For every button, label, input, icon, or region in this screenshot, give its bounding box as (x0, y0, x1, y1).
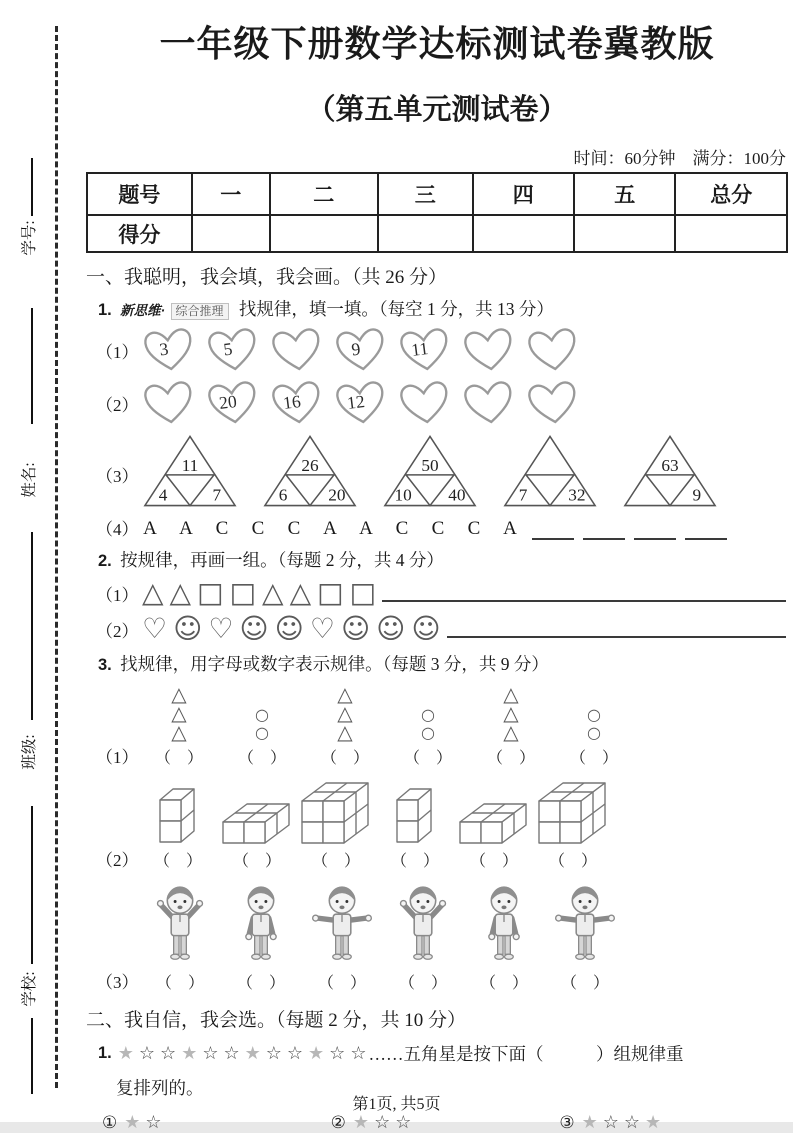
shape-stack (171, 684, 186, 742)
star-icon: ☆ (350, 1042, 367, 1064)
pattern-group (221, 797, 293, 871)
smiley-icon: ☺ (173, 612, 203, 645)
svg-text:10: 10 (394, 485, 412, 505)
star-sequence (582, 1113, 662, 1133)
heart-icon: ♡ (208, 612, 234, 645)
cube-blocks-icon (300, 776, 372, 845)
answer-bracket: （ ） (548, 853, 597, 870)
letter-sequence (142, 518, 518, 540)
heart-icon (203, 324, 262, 377)
answer-bracket: （ ） (398, 975, 447, 992)
star-icon: ★ (244, 1042, 261, 1064)
letter-item: C (215, 518, 229, 539)
answer-bracket: （ ） (486, 750, 535, 767)
pattern-groups (142, 684, 640, 768)
triangle-icon: △ (503, 701, 519, 725)
shape-stack (255, 684, 269, 742)
answer-bracket: （ ） (390, 853, 439, 870)
triangle-icon: △ (171, 682, 187, 706)
shape-sequence (142, 614, 441, 644)
score-table (86, 172, 788, 253)
heart-icon (395, 377, 454, 430)
answer-bracket: （ ） (560, 975, 609, 992)
part-label: （4） (96, 520, 139, 539)
question2-number: 2. (98, 552, 112, 570)
circle-icon: ○ (421, 723, 435, 742)
student-field-label: 姓名: (21, 462, 38, 498)
pattern-group (304, 879, 380, 993)
pattern-group (308, 684, 382, 768)
answer-bracket: （ ） (569, 750, 618, 767)
pattern-group (474, 684, 548, 768)
pattern-group (300, 776, 372, 871)
part-label: （3） (96, 973, 139, 992)
score-col-header: 四 (473, 173, 574, 215)
circle-icon: ○ (587, 723, 601, 742)
part-label: （3） (96, 467, 139, 486)
boy-figure-icon (550, 879, 620, 967)
student-field-label: 学号: (21, 220, 38, 256)
heart-icon (395, 324, 454, 377)
paper-title: 一年级下册数学达标测试卷冀教版 (159, 24, 715, 64)
boy-groups (142, 879, 628, 993)
answer-bracket: （ ） (153, 853, 202, 870)
svg-text:12: 12 (345, 391, 366, 414)
heart-icon (139, 377, 198, 430)
letter-answer-blanks (532, 518, 727, 540)
triangle-sum-icon (622, 433, 718, 509)
svg-text:9: 9 (692, 485, 702, 505)
heart-icon: ♡ (142, 612, 168, 645)
triangle-sum-icon (262, 433, 358, 509)
fold-dashed-line (55, 26, 58, 1088)
star-icon: ☆ (286, 1042, 304, 1064)
paper-content (86, 0, 788, 1133)
triangle-icon: △ (503, 720, 519, 744)
student-field-line (31, 308, 33, 424)
letter-item: C (431, 518, 445, 539)
star-icon: ☆ (395, 1112, 412, 1133)
pattern-group (142, 783, 214, 871)
triangle-icon: △ (337, 701, 353, 725)
option-marker: ② (330, 1113, 346, 1133)
svg-text:3: 3 (158, 338, 170, 360)
star-icon: ☆ (602, 1112, 619, 1133)
star-icon: ☆ (374, 1112, 391, 1133)
q3-part3-boys-row (96, 879, 788, 993)
option-marker: ③ (559, 1113, 575, 1133)
question1-number: 1. (98, 301, 112, 319)
svg-text:20: 20 (217, 391, 238, 414)
cube-groups (142, 776, 616, 871)
star-sequence (124, 1113, 161, 1133)
part-label: （2） (96, 851, 139, 870)
letter-item: A (359, 518, 373, 539)
student-field-label: 班级: (21, 734, 38, 770)
answer-bracket: （ ） (317, 975, 366, 992)
question3-line (98, 651, 788, 676)
score-col-header: 一 (192, 173, 270, 215)
question3-number: 3. (98, 656, 112, 674)
boy-figure-icon (388, 879, 458, 967)
choice-question1-text: ……五角星是按下面（ ）组规律重 (368, 1044, 684, 1064)
boy-figure-icon (145, 879, 215, 967)
smiley-icon: ☺ (376, 612, 406, 645)
letter-item: A (323, 518, 337, 539)
heart-icon (523, 324, 582, 377)
star-icon: ★ (352, 1112, 370, 1133)
heart-icon (331, 324, 390, 377)
pattern-group (385, 879, 461, 993)
triangle-icon: △ (169, 576, 192, 609)
student-field-label: 学校: (21, 971, 38, 1007)
q1-part2-hearts-row (96, 380, 788, 427)
boy-figure-icon (469, 879, 539, 967)
heart-icon (523, 377, 582, 430)
answer-blank-line (532, 518, 574, 540)
pattern-group (547, 879, 623, 993)
triangle-icon: △ (262, 576, 284, 609)
student-field-line (31, 532, 33, 720)
question2-line (98, 547, 788, 572)
triangle-icon: △ (289, 576, 312, 609)
star-sequence (118, 1044, 367, 1064)
part-label: （2） (96, 396, 139, 415)
question1-line (98, 296, 788, 321)
student-field-line (31, 806, 33, 964)
answer-blank-line (382, 596, 786, 602)
star-icon: ☆ (145, 1112, 162, 1133)
triangle-sum-icon (382, 433, 478, 509)
svg-text:9: 9 (350, 338, 362, 360)
svg-text:50: 50 (421, 456, 439, 475)
smiley-icon: ☺ (411, 612, 441, 645)
triangle-sum-icon (502, 433, 598, 509)
question3-text: 找规律，用字母或数字表示规律。（每题 3 分，共 9 分） (120, 654, 549, 674)
question1-text: 找规律，填一填。（每空 1 分，共 13 分） (238, 299, 554, 319)
shape-stack (587, 684, 601, 742)
heart-icon (331, 377, 390, 430)
answer-blank-line (685, 518, 727, 540)
heart-icon (459, 324, 518, 377)
star-icon: ★ (117, 1042, 134, 1064)
star-icon: ★ (124, 1112, 141, 1133)
score-col-header: 五 (574, 173, 675, 215)
pattern-group (466, 879, 542, 993)
part-label: （2） (96, 621, 139, 641)
star-icon: ☆ (265, 1042, 282, 1064)
choice-options-row (102, 1113, 788, 1133)
section2-heading: 二、我自信，我会选。（每题 2 分，共 10 分） (86, 1010, 467, 1031)
q3-part2-cubes-row (96, 776, 788, 871)
answer-blank-line (634, 518, 676, 540)
star-icon: ★ (645, 1112, 662, 1133)
triangle-icon: △ (503, 682, 519, 706)
circle-icon: ○ (587, 705, 601, 724)
heart-icon (203, 377, 262, 430)
score-cell-empty (473, 215, 574, 252)
score-col-header: 三 (378, 173, 473, 215)
triangle-icon: △ (171, 701, 187, 725)
answer-bracket: （ ） (320, 750, 369, 767)
heart-icon (459, 377, 518, 430)
score-cell-empty (675, 215, 787, 252)
choice-question1-text-line2: 复排列的。 (116, 1078, 204, 1098)
shape-stack (503, 684, 518, 742)
shape-stack (337, 684, 352, 742)
brand-badge-box: 综合推理 (171, 303, 229, 320)
svg-text:40: 40 (448, 485, 466, 505)
square-icon: □ (197, 576, 224, 609)
square-icon: □ (349, 576, 377, 609)
score-col-label: 题号 (87, 173, 192, 215)
heart-icon: ♡ (309, 612, 335, 645)
star-icon: ☆ (202, 1042, 219, 1064)
svg-text:4: 4 (158, 485, 168, 505)
part-label: （1） (96, 343, 139, 362)
answer-bracket: （ ） (236, 975, 285, 992)
cube-blocks-icon (537, 776, 609, 845)
triangle-sum-icon (142, 433, 238, 509)
triangle-icon: △ (142, 576, 164, 609)
svg-text:11: 11 (410, 338, 430, 360)
svg-text:16: 16 (281, 391, 302, 414)
svg-text:11: 11 (181, 456, 199, 475)
score-cell-empty (378, 215, 473, 252)
hearts-sequence (142, 380, 580, 427)
svg-text:5: 5 (222, 338, 234, 360)
q1-part3-triangles-row (96, 433, 788, 509)
pattern-group (458, 797, 530, 871)
answer-bracket: （ ） (311, 853, 360, 870)
q1-part1-hearts-row (96, 327, 788, 374)
paper-subtitle: （第五单元测试卷） (306, 94, 568, 126)
letter-item: C (287, 518, 301, 539)
svg-text:32: 32 (568, 485, 586, 505)
circle-icon: ○ (255, 723, 269, 742)
square-icon: □ (229, 576, 257, 609)
answer-bracket: （ ） (237, 750, 286, 767)
triangle-icon: △ (337, 720, 353, 744)
q2-part1-shapes-row (96, 578, 788, 608)
svg-text:20: 20 (328, 485, 346, 505)
score-cell-empty (270, 215, 378, 252)
pattern-group (225, 684, 299, 768)
option-item (559, 1113, 788, 1133)
q3-part1-pattern-row (96, 684, 788, 768)
star-icon: ☆ (329, 1042, 346, 1064)
pattern-group (537, 776, 609, 871)
letter-item: A (179, 518, 193, 539)
triangle-icon: △ (171, 720, 187, 744)
smiley-icon: ☺ (239, 612, 269, 645)
svg-text:26: 26 (301, 456, 319, 475)
smiley-icon: ☺ (274, 612, 304, 645)
option-item (331, 1113, 560, 1133)
answer-bracket: （ ） (155, 975, 204, 992)
score-cell-empty (574, 215, 675, 252)
hearts-sequence (142, 327, 580, 374)
part-label: （1） (96, 585, 139, 605)
answer-bracket: （ ） (479, 975, 528, 992)
square-icon: □ (317, 576, 344, 609)
student-field-line (31, 1018, 33, 1094)
option-item (102, 1113, 331, 1133)
letter-item: A (143, 518, 157, 539)
heart-icon (267, 377, 326, 430)
star-icon: ★ (581, 1112, 598, 1133)
pattern-group (142, 879, 218, 993)
cube-blocks-icon (221, 797, 293, 845)
brand-badge-prefix: 新思维· (120, 303, 166, 318)
score-cell-empty (192, 215, 270, 252)
answer-bracket: （ ） (232, 853, 281, 870)
shape-sequence (142, 578, 376, 608)
circle-icon: ○ (421, 705, 435, 724)
question2-text: 按规律，再画一组。（每题 2 分，共 4 分） (120, 550, 444, 570)
star-icon: ★ (181, 1042, 198, 1064)
letter-item: C (251, 518, 265, 539)
star-icon: ☆ (160, 1042, 177, 1064)
page-footer: 第1页, 共5页 (352, 1096, 441, 1113)
choice-question1-line (98, 1041, 788, 1066)
svg-text:7: 7 (212, 485, 222, 505)
part-label: （1） (96, 748, 139, 767)
score-table-header-row (87, 173, 787, 215)
score-table-score-row (87, 215, 787, 252)
section1-heading: 一、我聪明，我会填，我会画。（共 26 分） (86, 267, 448, 288)
heart-icon (267, 324, 326, 377)
boy-figure-icon (307, 879, 377, 967)
shape-stack (421, 684, 435, 742)
smiley-icon: ☺ (340, 612, 371, 645)
cube-blocks-icon (158, 783, 198, 845)
triangle-icon: △ (337, 682, 353, 706)
star-sequence (353, 1113, 411, 1133)
score-col-header: 二 (270, 173, 378, 215)
pattern-group (557, 684, 631, 768)
letter-item: C (395, 518, 409, 539)
exam-meta: 时间：60分钟 满分：100分 (573, 149, 786, 168)
pattern-group (391, 684, 465, 768)
boy-figure-icon (226, 879, 296, 967)
heart-icon (139, 324, 198, 377)
svg-text:6: 6 (278, 485, 288, 505)
answer-blank-line (583, 518, 625, 540)
score-col-header: 总分 (675, 173, 787, 215)
cube-blocks-icon (458, 797, 530, 845)
answer-bracket: （ ） (403, 750, 452, 767)
pattern-group (223, 879, 299, 993)
option-marker: ① (102, 1113, 118, 1133)
answer-blank-line (447, 632, 786, 638)
letter-item: A (503, 518, 517, 539)
star-icon: ☆ (623, 1112, 641, 1133)
cube-blocks-icon (395, 783, 435, 845)
choice-question1-number: 1. (98, 1044, 112, 1062)
star-icon: ☆ (138, 1042, 156, 1064)
answer-bracket: （ ） (469, 853, 518, 870)
star-icon: ☆ (223, 1042, 240, 1064)
answer-bracket: （ ） (154, 750, 203, 767)
svg-text:63: 63 (661, 456, 679, 475)
pattern-group (142, 684, 216, 768)
circle-icon: ○ (255, 705, 269, 724)
svg-text:7: 7 (518, 485, 528, 505)
score-row-label: 得分 (87, 215, 192, 252)
pattern-group (379, 783, 451, 871)
letter-item: C (467, 518, 481, 539)
triangle-sequence (142, 433, 718, 509)
star-icon: ★ (308, 1042, 325, 1064)
q1-part4-letters-row (96, 515, 788, 540)
q2-part2-shapes-row (96, 614, 788, 644)
